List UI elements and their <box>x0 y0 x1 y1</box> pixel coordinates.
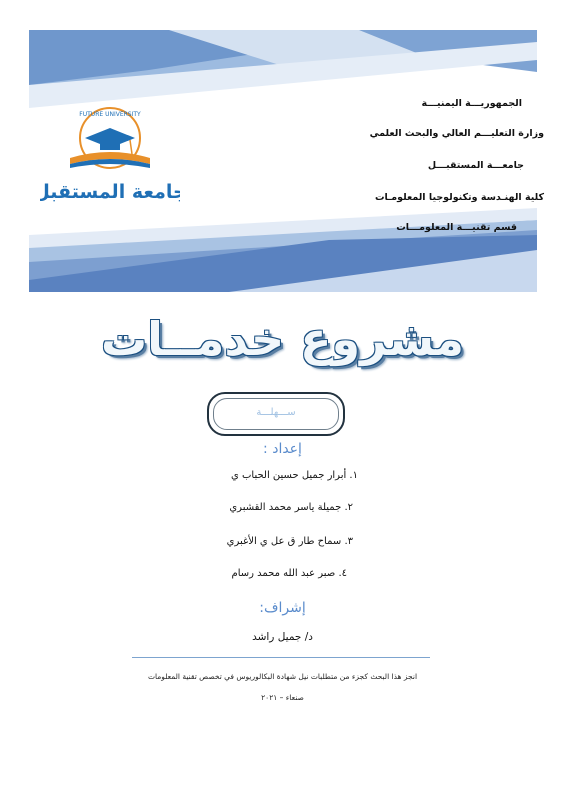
svg-text:FUTURE UNIVERSITY: FUTURE UNIVERSITY <box>79 111 141 118</box>
place-year: صنعاء – ٢٠٢١ <box>261 693 304 702</box>
supervision-label: إشراف: <box>259 600 306 616</box>
divider <box>132 657 430 658</box>
header-line-department: قسم تقنيـــة المعلومـــات <box>396 222 517 233</box>
team-member: ١. أبرار جميل حسين الحباب ي <box>230 470 358 481</box>
prepared-by-label: إعداد : <box>263 441 302 457</box>
team-member: ٤. صبر عبد الله محمد رسام <box>231 568 347 579</box>
team-member: ٣. سماح طار ق عل ي الأغبري <box>226 536 353 547</box>
university-logo <box>40 98 180 210</box>
project-name-box <box>207 392 345 436</box>
header-line-university: جامعـــة المستقبـــل <box>427 160 524 171</box>
project-title: مشروع خدمــات <box>100 312 465 366</box>
header-line-republic: الجمهوريـــة اليمنيـــة <box>421 98 522 109</box>
degree-note: انجز هذا البحث كجزء من متطلبات نيل شهادة البكالوريوس في تخصص تقنية المعلومات <box>147 672 418 681</box>
supervisor-name: د/ جميل راشد <box>252 631 313 643</box>
project-name: ســـهلـــة <box>256 407 296 418</box>
team-member: ٢. جميلة ياسر محمد القشبري <box>229 502 353 513</box>
header-line-faculty: كلية الهنـدسة وتكنولوجيا المعلومـات <box>374 192 544 203</box>
header-line-ministry: وزارة التعليـــم العالي والبحث العلمي <box>369 128 544 139</box>
logo-wordmark: جامعة المستقبل <box>40 181 180 203</box>
